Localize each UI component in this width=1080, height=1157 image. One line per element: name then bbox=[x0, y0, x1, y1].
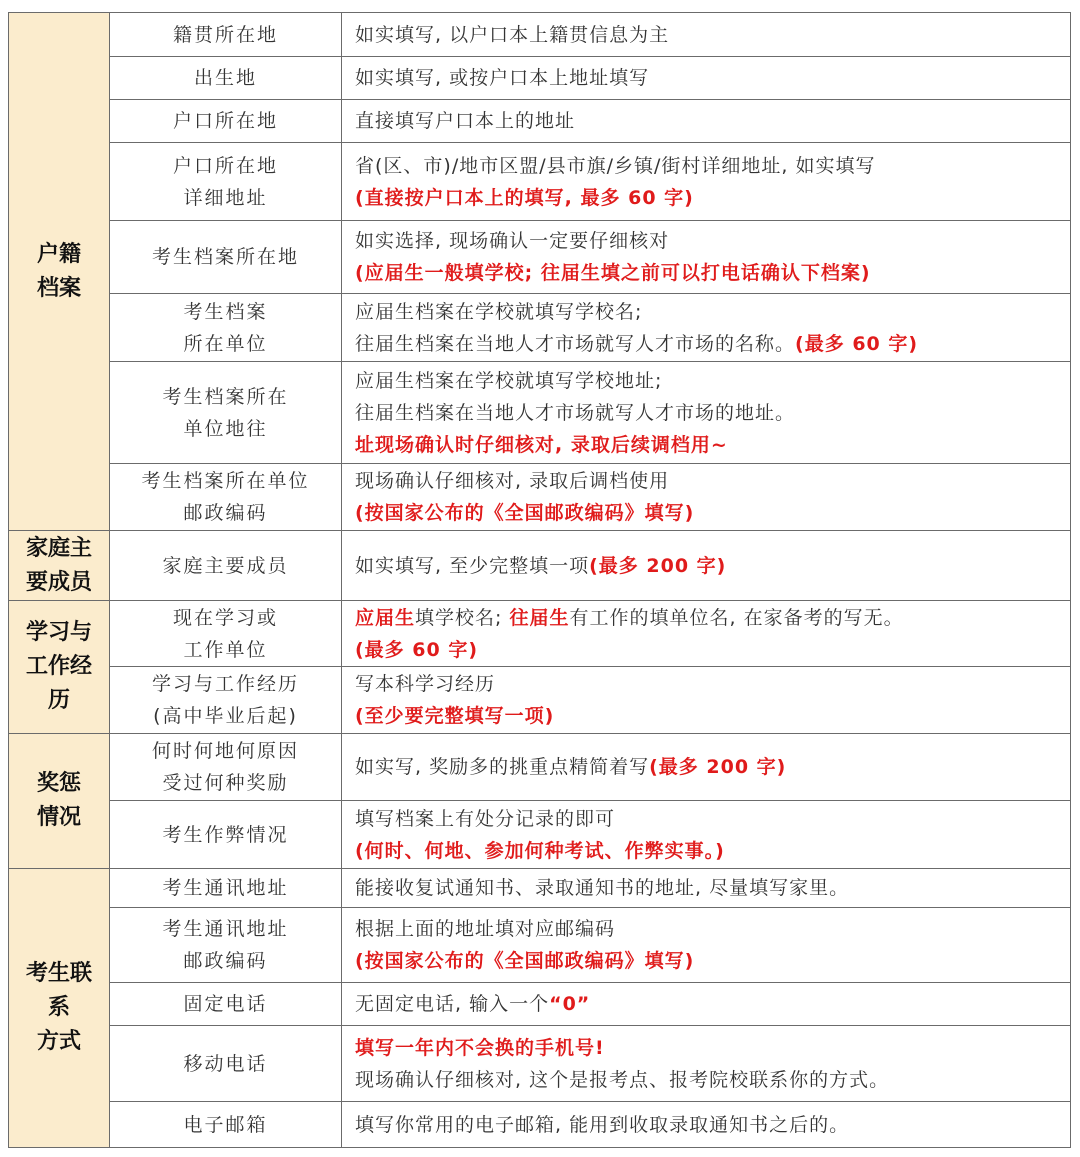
field-name bbox=[110, 667, 342, 734]
table-row bbox=[9, 294, 1071, 362]
category-family-members bbox=[9, 531, 110, 601]
description-line bbox=[355, 365, 1070, 397]
field-label: 考生档案所在 bbox=[162, 385, 289, 408]
field-name bbox=[110, 734, 342, 801]
category-label: 档案 bbox=[36, 275, 81, 301]
description-text: 直接填写户口本上的地址 bbox=[355, 110, 576, 132]
description-text: 填学校名; bbox=[415, 606, 510, 629]
field-label: 籍贯所在地 bbox=[172, 23, 278, 46]
field-description bbox=[342, 667, 1071, 734]
field-name bbox=[110, 143, 342, 221]
field-label: 考生作弊情况 bbox=[162, 823, 289, 846]
category-label: 情况 bbox=[36, 805, 81, 830]
field-description bbox=[342, 531, 1071, 601]
field-label: 户口所在地 bbox=[172, 154, 278, 177]
field-description bbox=[342, 983, 1071, 1026]
field-label: 家庭主要成员 bbox=[162, 554, 289, 577]
description-text: 应届生档案在学校就填写学校名; bbox=[355, 300, 643, 323]
field-name bbox=[110, 57, 342, 100]
table-row bbox=[9, 464, 1071, 531]
highlight-text: (最多 200 字) bbox=[649, 756, 787, 778]
highlight-text: (直接按户口本上的填写, 最多 60 字) bbox=[355, 186, 694, 209]
description-line bbox=[355, 225, 1070, 257]
description-line bbox=[355, 668, 1070, 700]
field-label: 邮政编码 bbox=[183, 950, 268, 972]
highlight-text: 填写一年内不会换的手机号! bbox=[355, 1036, 605, 1059]
description-line bbox=[355, 429, 1070, 461]
description-line bbox=[355, 1064, 1070, 1096]
highlight-text: (应届生一般填学校; 往届生填之前可以打电话确认下档案) bbox=[355, 262, 871, 284]
description-text: 填写你常用的电子邮箱, 能用到收取录取通知书之后的。 bbox=[355, 1113, 850, 1136]
field-name bbox=[110, 801, 342, 869]
description-text: 填写档案上有处分记录的即可 bbox=[355, 807, 616, 830]
description-line bbox=[355, 257, 1070, 289]
description-line bbox=[355, 19, 1070, 51]
field-description bbox=[342, 869, 1071, 908]
table-row bbox=[9, 601, 1071, 667]
field-description bbox=[342, 1026, 1071, 1102]
highlight-text: “0” bbox=[549, 993, 591, 1015]
table-row bbox=[9, 531, 1071, 601]
highlight-text: 址现场确认时仔细核对, 录取后续调档用~ bbox=[355, 433, 728, 456]
description-line bbox=[355, 988, 1070, 1020]
highlight-text: 往届生 bbox=[509, 606, 570, 629]
field-description bbox=[342, 801, 1071, 869]
field-description bbox=[342, 57, 1071, 100]
category-label: 方式 bbox=[36, 1029, 81, 1054]
field-description bbox=[342, 143, 1071, 221]
category-label: 系 bbox=[47, 995, 70, 1020]
category-rewards-punishments bbox=[9, 734, 110, 869]
description-line bbox=[355, 751, 1070, 783]
description-line bbox=[355, 397, 1070, 429]
field-label: 所在单位 bbox=[183, 332, 268, 355]
field-label: 户口所在地 bbox=[172, 110, 278, 132]
highlight-text: (最多 60 字) bbox=[795, 332, 919, 355]
description-text: 现场确认仔细核对, 录取后调档使用 bbox=[355, 470, 670, 492]
description-line bbox=[355, 296, 1070, 328]
description-line bbox=[355, 497, 1070, 529]
field-label: 考生档案所在地 bbox=[151, 246, 299, 268]
table-row bbox=[9, 801, 1071, 869]
category-household-archive bbox=[9, 13, 110, 531]
table-row bbox=[9, 13, 1071, 57]
table-row bbox=[9, 221, 1071, 294]
field-name bbox=[110, 464, 342, 531]
category-label: 学习与 bbox=[25, 620, 92, 645]
highlight-text: (最多 60 字) bbox=[355, 638, 479, 661]
description-line bbox=[355, 803, 1070, 835]
field-label: 考生档案所在单位 bbox=[141, 470, 310, 492]
table-row bbox=[9, 1026, 1071, 1102]
highlight-text: (最多 200 字) bbox=[589, 554, 727, 577]
category-label: 家庭主 bbox=[25, 535, 92, 561]
field-label: 考生通讯地址 bbox=[162, 918, 289, 940]
description-line bbox=[355, 182, 1070, 214]
description-line bbox=[355, 62, 1070, 94]
category-contact-info bbox=[9, 869, 110, 1148]
category-label: 历 bbox=[47, 688, 70, 713]
table-row bbox=[9, 734, 1071, 801]
highlight-text: (何时、何地、参加何种考试、作弊实事。) bbox=[355, 839, 725, 862]
field-name bbox=[110, 908, 342, 983]
table-row bbox=[9, 667, 1071, 734]
field-label: 固定电话 bbox=[183, 993, 268, 1015]
description-text: 现场确认仔细核对, 这个是报考点、报考院校联系你的方式。 bbox=[355, 1068, 890, 1091]
description-text: 往届生档案在当地人才市场就写人才市场的地址。 bbox=[355, 401, 796, 424]
field-label: 受过何种奖励 bbox=[162, 772, 289, 794]
category-label: 奖惩 bbox=[36, 771, 81, 796]
description-line bbox=[355, 945, 1070, 977]
field-description bbox=[342, 601, 1071, 667]
field-description bbox=[342, 362, 1071, 464]
description-text: 如实写, 奖励多的挑重点精简着写 bbox=[355, 756, 650, 778]
field-description bbox=[342, 294, 1071, 362]
description-line bbox=[355, 835, 1070, 867]
field-name bbox=[110, 362, 342, 464]
table-row bbox=[9, 57, 1071, 100]
description-line bbox=[355, 465, 1070, 497]
field-label: 工作单位 bbox=[183, 638, 268, 661]
description-text: 根据上面的地址填对应邮编码 bbox=[355, 918, 616, 940]
field-name bbox=[110, 1102, 342, 1148]
description-line bbox=[355, 1032, 1070, 1064]
table-row bbox=[9, 869, 1071, 908]
description-text: 如实填写, 或按户口本上地址填写 bbox=[355, 67, 650, 89]
highlight-text: (至少要完整填写一项) bbox=[355, 705, 555, 727]
registration-info-table bbox=[8, 12, 1071, 1148]
category-study-work bbox=[9, 601, 110, 734]
field-name bbox=[110, 601, 342, 667]
description-line bbox=[355, 550, 1070, 582]
field-label: 电子邮箱 bbox=[183, 1113, 268, 1136]
description-line bbox=[355, 105, 1070, 137]
field-name bbox=[110, 983, 342, 1026]
field-name bbox=[110, 221, 342, 294]
field-name bbox=[110, 1026, 342, 1102]
field-description bbox=[342, 464, 1071, 531]
field-label: (高中毕业后起) bbox=[153, 705, 298, 727]
description-line bbox=[355, 150, 1070, 182]
description-line bbox=[355, 634, 1070, 666]
field-label: 详细地址 bbox=[183, 186, 268, 209]
field-name bbox=[110, 100, 342, 143]
highlight-text: (按国家公布的《全国邮政编码》填写) bbox=[355, 950, 695, 972]
field-description bbox=[342, 908, 1071, 983]
table-row bbox=[9, 1102, 1071, 1148]
description-text: 如实填写, 以户口本上籍贯信息为主 bbox=[355, 23, 670, 46]
description-line bbox=[355, 1109, 1070, 1141]
description-text: 无固定电话, 输入一个 bbox=[355, 993, 550, 1015]
table-row bbox=[9, 983, 1071, 1026]
description-line bbox=[355, 700, 1070, 732]
field-label: 现在学习或 bbox=[172, 606, 278, 629]
field-label: 出生地 bbox=[193, 67, 257, 89]
table-row bbox=[9, 908, 1071, 983]
field-label: 学习与工作经历 bbox=[151, 673, 299, 695]
field-description bbox=[342, 1102, 1071, 1148]
description-text: 有工作的填单位名, 在家备考的写无。 bbox=[569, 606, 904, 629]
field-description bbox=[342, 100, 1071, 143]
field-name bbox=[110, 13, 342, 57]
field-label: 移动电话 bbox=[183, 1052, 268, 1075]
description-text: 省(区、市)/地市区盟/县市旗/乡镇/街村详细地址, 如实填写 bbox=[355, 154, 876, 177]
field-name bbox=[110, 294, 342, 362]
field-label: 单位地往 bbox=[183, 417, 268, 440]
field-label: 考生档案 bbox=[183, 300, 268, 323]
field-description bbox=[342, 13, 1071, 57]
description-line bbox=[355, 328, 1070, 360]
field-label: 考生通讯地址 bbox=[162, 877, 289, 899]
table-row bbox=[9, 143, 1071, 221]
highlight-text: 应届生 bbox=[355, 606, 416, 629]
description-text: 能接收复试通知书、录取通知书的地址, 尽量填写家里。 bbox=[355, 877, 850, 899]
description-line bbox=[355, 913, 1070, 945]
description-text: 写本科学习经历 bbox=[355, 673, 496, 695]
category-label: 户籍 bbox=[36, 241, 81, 267]
description-line bbox=[355, 602, 1070, 634]
description-text: 如实填写, 至少完整填一项 bbox=[355, 554, 590, 577]
category-label: 工作经 bbox=[25, 654, 92, 679]
field-label: 何时何地何原因 bbox=[151, 740, 299, 762]
table-row bbox=[9, 362, 1071, 464]
field-name bbox=[110, 531, 342, 601]
category-label: 考生联 bbox=[25, 961, 92, 986]
field-name bbox=[110, 869, 342, 908]
description-text: 如实选择, 现场确认一定要仔细核对 bbox=[355, 230, 670, 252]
highlight-text: (按国家公布的《全国邮政编码》填写) bbox=[355, 502, 695, 524]
category-label: 要成员 bbox=[25, 569, 92, 595]
table-row bbox=[9, 100, 1071, 143]
description-line bbox=[355, 872, 1070, 904]
field-description bbox=[342, 734, 1071, 801]
field-label: 邮政编码 bbox=[183, 502, 268, 524]
field-description bbox=[342, 221, 1071, 294]
description-text: 往届生档案在当地人才市场就写人才市场的名称。 bbox=[355, 332, 796, 355]
description-text: 应届生档案在学校就填写学校地址; bbox=[355, 369, 663, 392]
